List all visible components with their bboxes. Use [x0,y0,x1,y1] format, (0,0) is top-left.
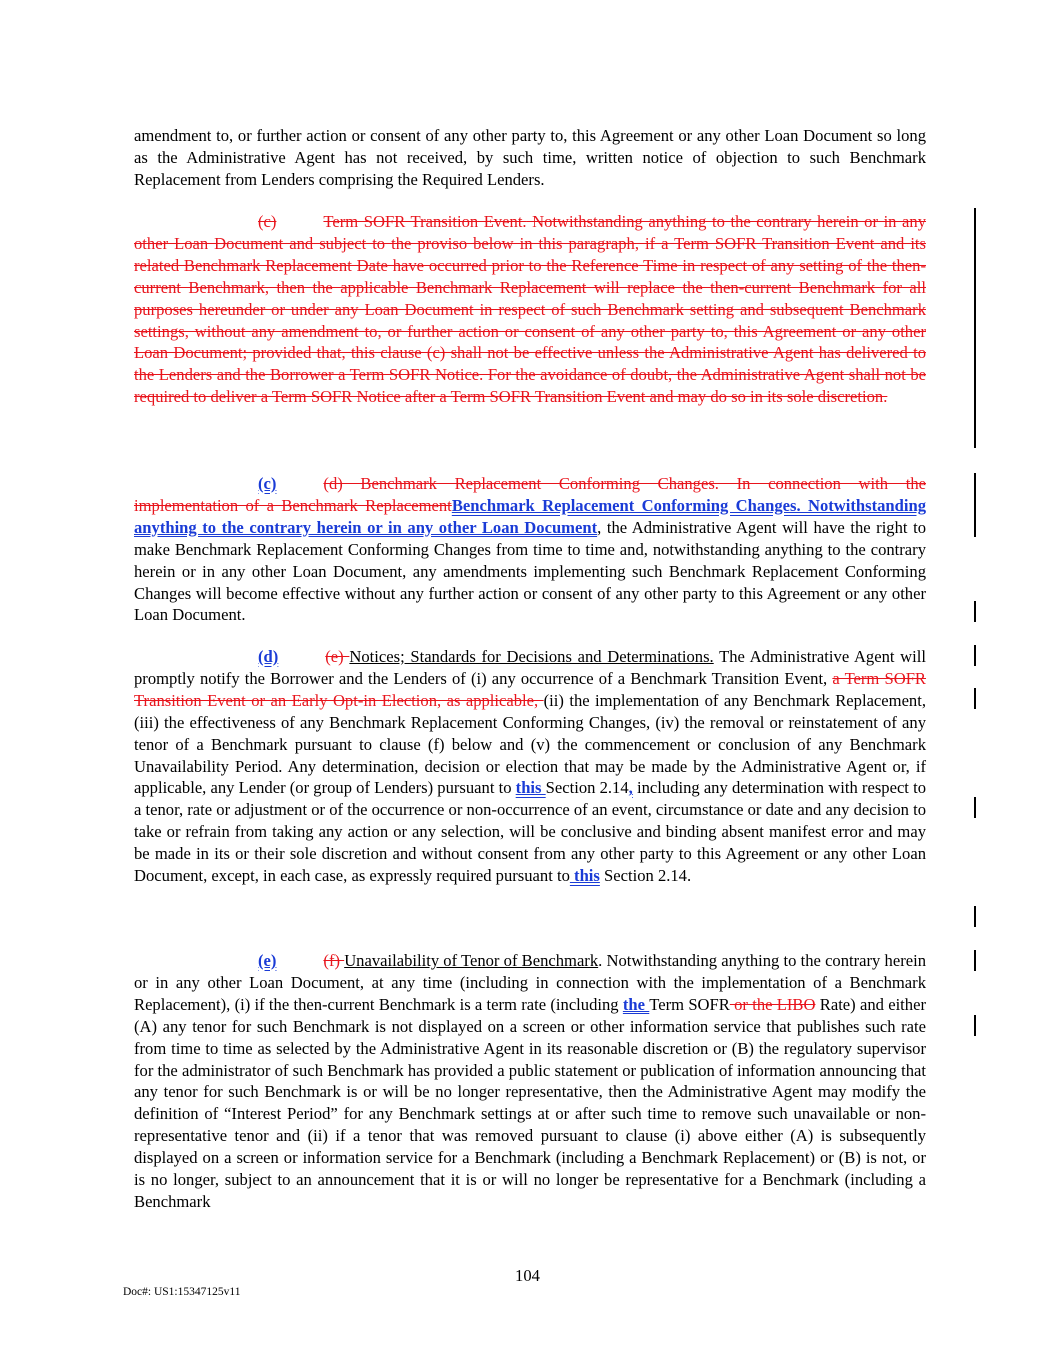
deleted-text: provided [252,343,312,363]
change-bar [974,950,976,971]
deleted-text: or the LIBO [729,994,816,1014]
body-text: , the Administrative Agent will have the right to make Benchmark Replacement Conforming Changes from time to time and, notwithstanding anything to the contrary herein or in any other Loan Document, any amendments implementing such Benchmark Replacement Conforming Changes will become effective without any further action or consent of any other party to this Agreement or any other Loan Document. [134,517,926,625]
body-text: amendment to, or further action or consent of any other party to, this Agreement or any other Loan Document so long as the Administrative Agent has not received, by such time, written notice of objection to such Benchmark Replacement from Lenders comprising the Required Lenders. [134,126,926,189]
paragraph-continuation [134,125,926,191]
change-bar [974,1015,976,1036]
body-text: Rate) and either (A) any tenor for such Benchmark is not displayed on a screen or other information service that publishes such rate from time to time as selected by the Administrative Agent in its reasonable discretion or (B) the regulatory supervisor for the administrator of such Benchmark has provided a public statement or publication of information announcing that any tenor for such Benchmark is or will be no longer representative, then the Administrative Agent may modify the definition of “Interest Period” for any Benchmark settings at or after such time to remove such unavailable or non-representative tenor and (ii) if a tenor that was removed pursuant to clause (i) above either (A) is subsequently displayed on a screen or information service for a Benchmark (including a Benchmark Replacement) or (B) is not, or is no longer, subject to an announcement that it is or will no longer be representative for a Benchmark (including a Benchmark [134,994,926,1211]
section-heading: Notices; Standards for Decisions and Determinations. [349,647,714,666]
paragraph-d-notices [134,646,926,887]
inserted-text: the [622,994,650,1014]
body-text: Section 2.14 [545,778,629,798]
paragraph-e-unavailability [134,950,926,1213]
tab-space [276,211,323,233]
body-text: (ii) the implementation of any Benchmark Replacement, (iii) the effectiveness of any Benchmark Replacement Conforming Changes, (iv) the removal or reinstatement of any tenor of a Benchmark pursuant to clause (f) below and (v) the commencement or conclusion of any Benchmark Unavailability Period. Any determination, decision or election that may be made by the Administrative Agent or, if applicable, any Lender (or group of Lenders) pursuant to [134,690,926,798]
body-text: Term SOFR [649,994,730,1014]
inserted-text: (d) [258,647,279,666]
body-text: The Administrative Agent will promptly notify the Borrower and the Lenders of (i) any occurrence of a Benchmark Transition Event, [134,647,926,688]
inserted-text: , [628,778,633,798]
deleted-text: a Term SOFR Transition Event or an Early Opt-in Election, as applicable, [134,668,926,710]
deleted-text: (f) [323,951,345,970]
section-heading: Unavailability of Tenor of Benchmark [344,951,599,970]
tab-space [278,646,325,668]
change-bar [974,473,976,537]
tab-space [276,950,323,972]
change-bar [974,601,976,622]
change-bar [974,906,976,927]
deleted-text: (d) Benchmark Replacement Conforming Changes. In connection with the implementation of a Benchmark Replacement [134,474,926,515]
deleted-text: (c) [258,212,277,231]
deleted-text: that, this clause (c) shall not be effective unless the Administrative Agent has delivered to the Lenders and the Borrower a Term SOFR Notice. For the avoidance of doubt, the Administrative Agent shall not be required to deliver a Term SOFR Notice after a Term SOFR Transition Event and may do so in its sole discretion. [134,343,927,407]
tab-space [276,473,323,495]
change-bar [974,645,976,666]
body-text: . Notwithstanding anything to the contrary herein or in any other Loan Document, at any time (including in connection with the implementation of a Benchmark Replacement), (i) if the then-current Benchmark is a term rate (including [134,951,926,1014]
inserted-text: (c) [258,474,277,493]
body-text: Section 2.14. [599,866,692,886]
body-text: including any determination with respect to a tenor, rate or adjustment or of the occurrence or non-occurrence of an event, circumstance or date and any decision to take or refrain from taking any action or any selection, will be conclusive and binding absent manifest error and may be made in its or their sole discretion and without consent from any other party to this Agreement or any other Loan Document, except, in each case, as expressly required pursuant to [134,778,926,886]
deleted-text: Term SOFR Transition Event. [323,212,527,231]
page-number: 104 [515,1266,540,1285]
deleted-text: (e) [325,647,350,666]
change-bar [974,797,976,818]
inserted-text: Benchmark Replacement Conforming Changes. Notwithstanding anything to the contrary herein or in any other Loan Document [134,495,926,537]
paragraph-deleted-term-sofr-transition [134,211,926,408]
inserted-text: this [515,778,546,798]
change-bar [974,208,976,448]
inserted-text: (e) [258,951,277,970]
deleted-text: Notwithstanding anything to the contrary herein or in any other Loan Document and subject to the proviso below in this paragraph, if a Term SOFR Transition Event and its related Benchmark Replacement Date have occurred prior to the Reference Time in respect of any setting of the then-current Benchmark, then the applicable Benchmark Replacement will replace the then-current Benchmark for all purposes hereunder or under any Loan Document in respect of such Benchmark setting and subsequent Benchmark settings, without any amendment to, or further action or consent of any other party to, this Agreement or any other Loan Document; [134,212,927,363]
change-bar [974,688,976,709]
paragraph-c-conforming-changes [134,473,926,626]
inserted-text: this [569,866,600,886]
document-id: Doc#: US1:15347125v11 [123,1286,241,1298]
